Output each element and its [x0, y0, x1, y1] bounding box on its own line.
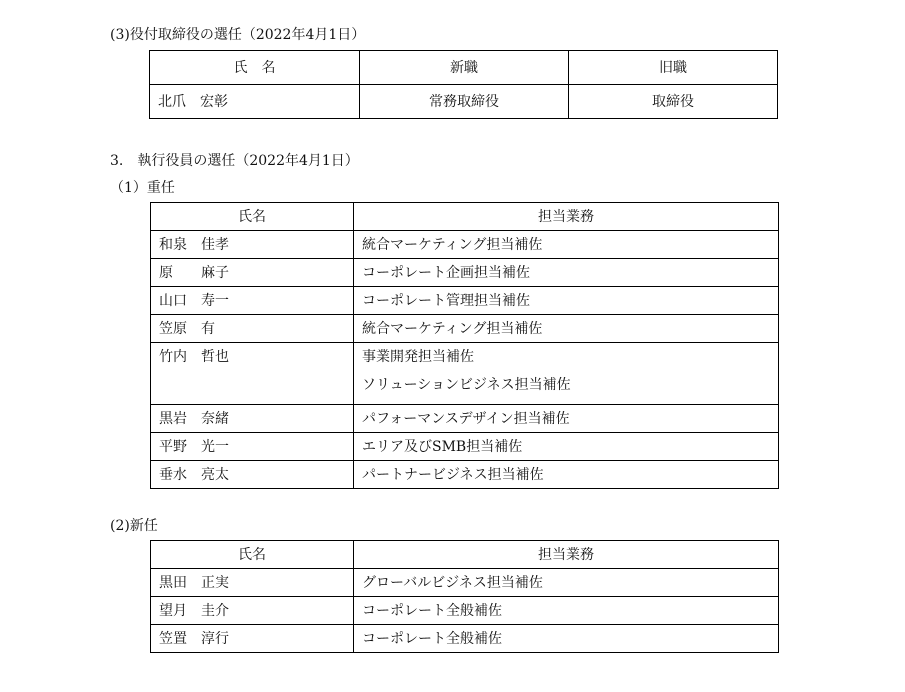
table-row	[151, 231, 779, 259]
table-row	[150, 85, 778, 119]
cell-new-post: 常務取締役	[360, 85, 569, 119]
table-header-row	[150, 51, 778, 85]
table-row	[151, 343, 779, 405]
section-3-heading: (3)役付取締役の選任（2022年4月1日）	[110, 27, 366, 43]
table-row	[151, 287, 779, 315]
cell-duty: コーポレート全般補佐	[354, 625, 779, 653]
cell-name: 黒岩 奈緒	[151, 405, 354, 433]
cell-duty: エリア及びSMB担当補佐	[354, 433, 779, 461]
cell-duty: コーポレート管理担当補佐	[354, 287, 779, 315]
table-row	[151, 315, 779, 343]
table-row	[151, 433, 779, 461]
reappointment-heading: （1）重任	[110, 180, 175, 196]
cell-name: 垂水 亮太	[151, 461, 354, 489]
cell-name: 笠原 有	[151, 315, 354, 343]
table-row	[151, 569, 779, 597]
table-row	[151, 259, 779, 287]
section-officers-heading: 3. 執行役員の選任（2022年4月1日）	[110, 153, 359, 169]
cell-duty: 統合マーケティング担当補佐	[354, 315, 779, 343]
cell-duty: グローバルビジネス担当補佐	[354, 569, 779, 597]
header-name: 氏 名	[150, 51, 360, 85]
table-row	[151, 597, 779, 625]
cell-name: 黒田 正実	[151, 569, 354, 597]
table-row	[151, 405, 779, 433]
cell-duty: パフォーマンスデザイン担当補佐	[354, 405, 779, 433]
table-row	[151, 625, 779, 653]
cell-name: 山口 寿一	[151, 287, 354, 315]
table-header-row	[151, 541, 779, 569]
cell-name: 北爪 宏彰	[150, 85, 360, 119]
table-header-row	[151, 203, 779, 231]
duty-line: ソリューションビジネス担当補佐	[362, 377, 571, 393]
cell-old-post: 取締役	[569, 85, 778, 119]
cell-name: 原 麻子	[151, 259, 354, 287]
reappointment-table	[150, 202, 779, 489]
new-appointment-heading: (2)新任	[110, 518, 158, 534]
header-name: 氏名	[151, 203, 354, 231]
cell-name: 竹内 哲也	[151, 343, 354, 405]
cell-name: 笠置 淳行	[151, 625, 354, 653]
cell-duty	[354, 343, 779, 405]
header-name: 氏名	[151, 541, 354, 569]
header-duty: 担当業務	[354, 203, 779, 231]
cell-duty: コーポレート企画担当補佐	[354, 259, 779, 287]
director-appointment-table	[149, 50, 778, 119]
cell-duty: パートナービジネス担当補佐	[354, 461, 779, 489]
cell-name: 平野 光一	[151, 433, 354, 461]
cell-name: 和泉 佳孝	[151, 231, 354, 259]
header-old-post: 旧職	[569, 51, 778, 85]
duty-line: 事業開発担当補佐	[362, 349, 474, 365]
new-appointment-table	[150, 540, 779, 653]
header-duty: 担当業務	[354, 541, 779, 569]
table-row	[151, 461, 779, 489]
cell-name: 望月 圭介	[151, 597, 354, 625]
cell-duty: 統合マーケティング担当補佐	[354, 231, 779, 259]
header-new-post: 新職	[360, 51, 569, 85]
cell-duty: コーポレート全般補佐	[354, 597, 779, 625]
